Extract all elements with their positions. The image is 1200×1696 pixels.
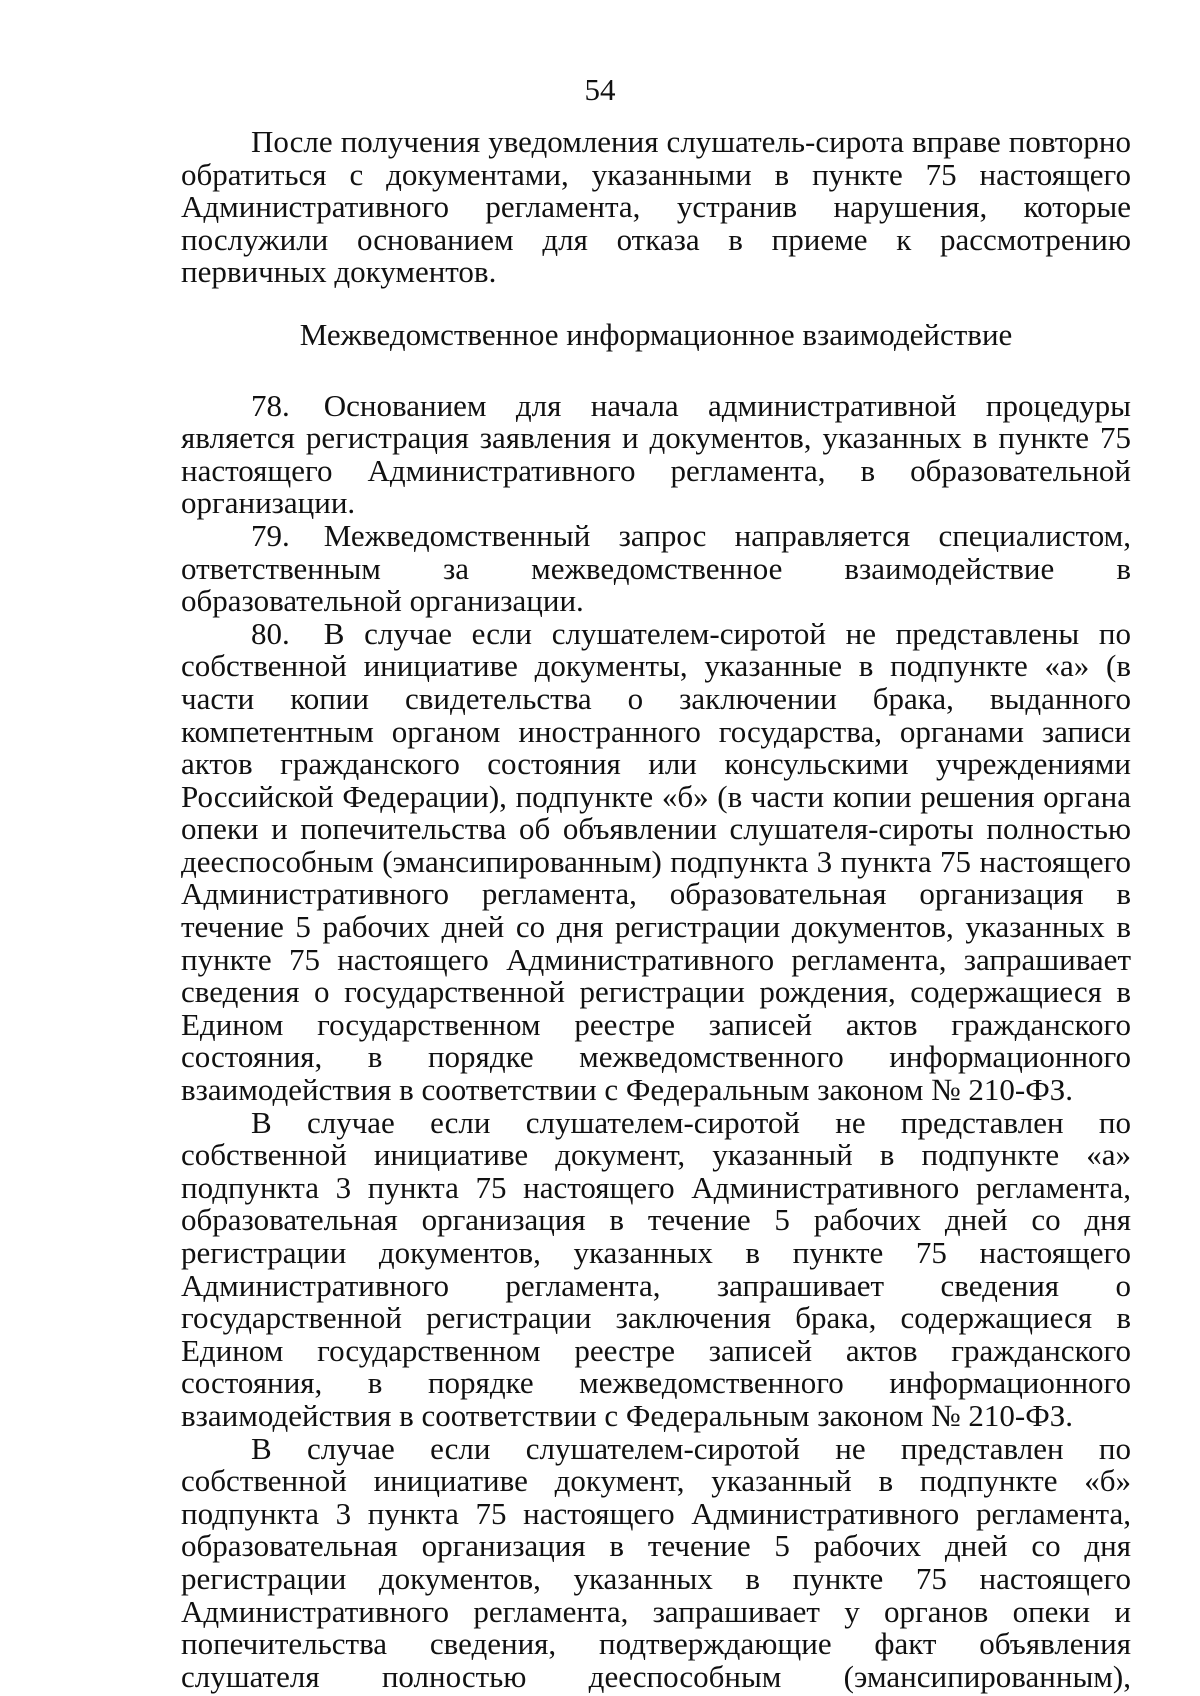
item-number: 79. — [251, 517, 290, 553]
document-body — [181, 126, 1131, 1693]
paragraph-marriage-registration: В случае если слушателем-сиротой не представлен по собственной инициативе документ, указанный в подпункте «а» подпункта 3 пункта 75 настоящего Административного регламента, образовательная организация в течение 5 рабочих дней со дня регистрации документов, указанных в пункте 75 настоящего Административного регламента, запрашивает сведения о государственной регистрации заключения брака, содержащиеся в Едином государственном реестре записей актов гражданского состояния, в порядке межведомственного информационного взаимодействия в соответствии с Федеральным законом № 210-ФЗ. — [181, 1104, 1131, 1433]
section-heading: Межведомственное информационное взаимодействие — [299, 316, 1013, 352]
intro-paragraph: После получения уведомления слушатель-сирота вправе повторно обратиться с документами, указанными в пункте 75 настоящего Административного регламента, устранив нарушения, которые послужили основанием для отказа в приеме к рассмотрению первичных документов. — [181, 124, 1131, 290]
item-text: Межведомственный запрос направляется специалистом, ответственным за межведомственное взаимодействие в образовательной организации. — [181, 517, 1131, 619]
item-80 — [181, 615, 1131, 1108]
item-text: В случае если слушателем-сиротой не представлены по собственной инициативе документы, указанные в подпункте «а» (в части копии свидетельства о заключении брака, выданного компетентным органом иностранного государства, органами записи актов гражданского состояния или консульскими учреждениями Российской Федерации), подпункте «б» (в части копии решения органа опеки и попечительства об объявлении слушателя-сироты полностью дееспособным (эмансипированным) подпункта 3 пункта 75 настоящего Административного регламента, образовательная организация в течение 5 рабочих дней со дня регистрации документов, указанных в пункте 75 настоящего Административного регламента, запрашивает сведения о государственной регистрации рождения, содержащиеся в Едином государственном реестре записей актов гражданского состояния, в порядке межведомственного информационного взаимодействия в соответствии с Федеральным законом № 210-ФЗ. — [181, 615, 1131, 1108]
page-number: 54 — [584, 72, 616, 107]
item-text: Основанием для начала административной процедуры является регистрация заявления и документов, указанных в пункте 75 настоящего Административного регламента, в образовательной организации. — [181, 387, 1131, 521]
item-79 — [181, 517, 1131, 619]
paragraph-guardianship-request: В случае если слушателем-сиротой не представлен по собственной инициативе документ, указанный в подпункте «б» подпункта 3 пункта 75 настоящего Административного регламента, образовательная организация в течение 5 рабочих дней со дня регистрации документов, указанных в пункте 75 настоящего Административного регламента, запрашивает у органов опеки и попечительства сведения, подтверждающие факт объявления слушателя полностью дееспособным (эмансипированным), — [181, 1430, 1131, 1694]
item-number: 78. — [251, 387, 290, 423]
item-78 — [181, 387, 1131, 521]
item-number: 80. — [251, 615, 290, 651]
